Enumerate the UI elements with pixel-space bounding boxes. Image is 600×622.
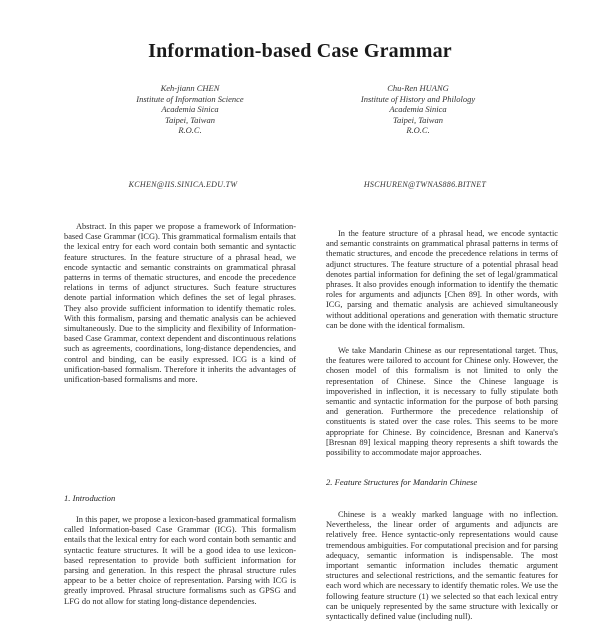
section-heading-introduction: 1. Introduction	[64, 493, 116, 503]
author-institution: Academia Sinica	[161, 104, 219, 114]
abstract	[64, 222, 296, 385]
author-affiliation: Institute of History and Philology	[360, 93, 476, 104]
body-paragraph-1	[326, 229, 558, 331]
author-affiliation: Institute of Information Science	[136, 93, 244, 104]
paragraph-text: Chinese is a weakly marked language with no inflection. Nevertheless, the linear order of arguments and adjuncts are relatively free. Hence syntactic-only representations would cause tremendous ambiguities. For computational precision and for parsing adequacy, semantic information is indispensable. The most important semantic information includes thematic argument structures and selectional restrictions, and the semantic features for each word which are necessary to identify thematic roles. We use the following feature structure (1) we selected so that each lexical entry can be uniquely represented by the same structure with lexically or syntactically defined value (including null).	[326, 510, 558, 622]
paragraph-text: In this paper, we propose a lexicon-based grammatical formalism called Information-based Case Grammar (ICG). This formalism entails that the lexical entry for each word contain both semantic and syntactic feature structures. It will be a good idea to use lexicon-based representation to provide both sufficient information for parsing and generation. In this respect the phrasal structure rules appear to be a better choice of representation. Parsing with ICG is greatly improved. Phrasal structure formalisms such as GPSG and LFG do not allow for stating long-distance dependencies.	[64, 515, 296, 606]
paragraph-text: We take Mandarin Chinese as our representational target. Thus, the features were tailored to account for Chinese only. However, the chosen model of this formalism is not limited to only the representation of Chinese. Since the Chinese language is impoverished in inflection, it is necessary to fully stipulate both semantic and syntactic information for the purpose of both parsing and generation. Furthermore the precedence relationship of constituents is stated over the case roles. This seems to be more appropriate for Chinese. By coincidence, Bresnan and Kanerva's [Bresnan 89] lexical mapping theory represents a shift towards the possibility to accommodate major approaches.	[326, 346, 558, 458]
author-city: Taipei, Taiwan	[165, 114, 215, 125]
author-institution: Academia Sinica	[389, 104, 447, 114]
author-country: R.O.C.	[406, 125, 430, 135]
author-name: Keh-jiann CHEN	[160, 83, 220, 93]
author-email-huang: HSCHUREN@TWNAS886.BITNET	[363, 180, 487, 189]
author-block-huang	[318, 83, 518, 136]
body-paragraph-3	[326, 510, 558, 622]
paragraph-text: In the feature structure of a phrasal head, we encode syntactic and semantic constraints on grammatical phrasal patterns in terms of thematic structures, and encode the precedence relations in terms of adjunct structures. The feature structure of a potential phrasal head denotes partial information for defining the set of legal/grammatical phrases. It also provides enough information to identify the thematic roles for arguments and adjuncts [Chen 89]. In other words, with ICG, parsing and thematic analysis are achieved simultaneously without additional operations and generation with thematic structure can be done with the identical formalism.	[326, 229, 558, 330]
author-name: Chu-Ren HUANG	[387, 83, 449, 93]
abstract-text: Abstract. In this paper we propose a framework of Information-based Case Grammar (ICG). This grammatical formalism entails that the lexical entry for each word contain both semantic and syntactic feature structures. In the feature structure of a phrasal head, we encode syntactic and semantic constraints on grammatical phrasal patterns in terms of thematic structures, and encode the precedence relations in terms of adjunct structures. Such feature structures denote partial information which defines the set of legal phrases. They also provide sufficient information to identify thematic roles. With this formalism, parsing and thematic analysis can be achieved simultaneously. Due to the simplicity and flexibility of Information-based Case Grammar, context dependent and discontinuous relations such as agreements, coordinations, long-distance dependencies, and control and binding, can be easily expressed. ICG is a kind of unification-based formalism. Therefore it inherits the advantages of unification-based formalisms and more.	[64, 222, 296, 385]
author-city: Taipei, Taiwan	[393, 114, 443, 125]
section-heading-feature-structures: 2. Feature Structures for Mandarin Chinese	[326, 477, 478, 487]
body-paragraph-2	[326, 346, 558, 458]
paper-title: Information-based Case Grammar	[148, 40, 452, 62]
author-block-chen	[90, 83, 290, 136]
introduction-text	[64, 515, 296, 607]
author-email-chen: KCHEN@IIS.SINICA.EDU.TW	[128, 180, 238, 189]
author-country: R.O.C.	[178, 125, 202, 135]
